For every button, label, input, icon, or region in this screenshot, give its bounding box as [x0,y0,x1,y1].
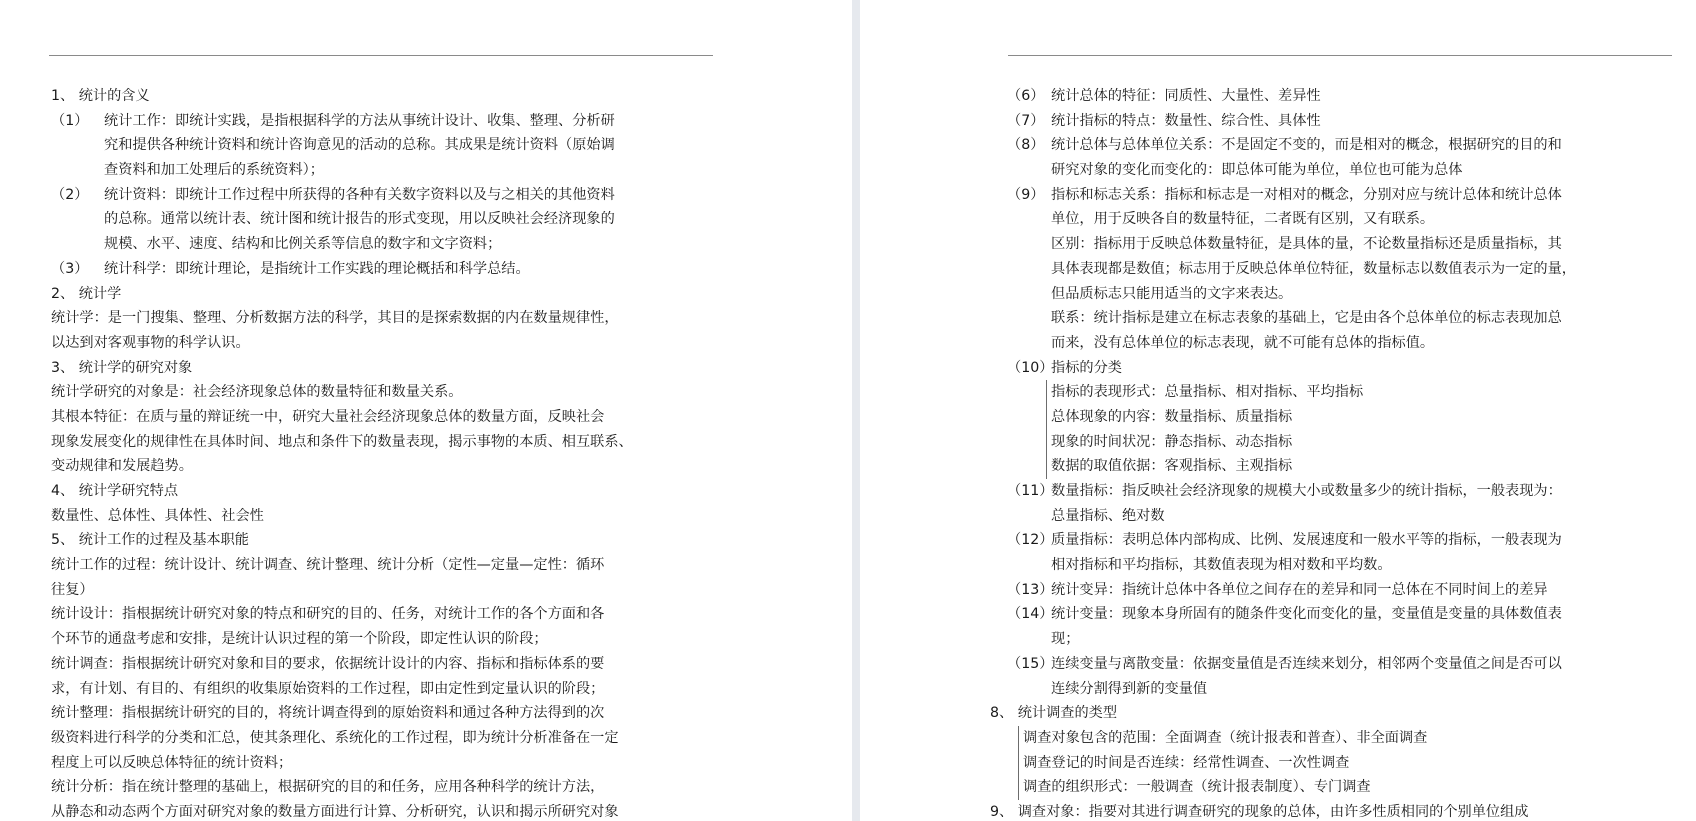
item-number: （1） [51,112,89,129]
item-number: （14） [1007,606,1054,623]
item-text [51,183,633,257]
text-line: 数量指标：指反映社会经济现象的规模大小或数量多少的统计指标，一般表现为： [1051,483,1562,499]
text-line: 而来，没有总体单位的标志表现，就不可能有总体的指标值。 [1051,334,1435,351]
item-text [1007,602,1576,651]
header-rule [49,55,713,56]
text-line: 统计变异：指统计总体中各单位之间存在的差异和同一总体在不同时间上的差异 [1051,581,1548,598]
text-line: 但品质标志只能用适当的文字来表达。 [1051,285,1293,302]
paragraph [51,553,633,821]
section-heading: 3、 统计学的研究对象 [51,359,193,376]
item-number: （6） [1007,88,1045,104]
numbered-item [1007,602,1576,651]
header-rule [1008,55,1672,56]
numbered-item [1007,133,1576,182]
item-text [51,109,633,183]
item-number: （13） [1007,581,1054,598]
text-line: 统计工作：即统计实践，是指根据科学的方法从事统计设计、收集、整理、分析研 [104,112,615,129]
text-line: 其根本特征：在质与量的辩证统一中，研究大量社会经济现象总体的数量方面，反映社会 [51,408,605,425]
section-heading: 2、 统计学 [51,285,122,302]
text-line: 统计总体与总体单位关系：不是固定不变的，而是相对的概念，根据研究的目的和 [1051,137,1562,154]
text-line: 规模、水平、速度、结构和比例关系等信息的数字和文字资料； [104,236,502,253]
text-line: 统计资料：即统计工作过程中所获得的各种有关数字资料以及与之相关的其他资料 [104,186,615,203]
item-text [1007,652,1576,701]
paragraph [51,306,633,355]
text-line: 数量性、总体性、具体性、社会性 [51,507,264,524]
text-line: 以达到对客观事物的科学认识。 [51,334,250,351]
item-number: （11） [1007,483,1054,499]
item-text [1007,183,1576,356]
text-line: 具体表现都是数值；标志用于反映总体单位特征，数量标志以数值表示为一定的量， [1051,260,1576,277]
text-line: 级资料进行科学的分类和汇总，使其条理化、系统化的工作过程，即为统计分析准备在一定 [51,729,619,746]
list-item: 调查的组织形式：一般调查（统计报表制度）、专门调查 [1023,779,1371,796]
item-number: （15） [1007,655,1054,672]
text-line: 统计学研究的对象是：社会经济现象总体的数量特征和数量关系。 [51,384,463,401]
item-text [1007,109,1576,134]
text-line: 求，有计划、有目的、有组织的收集原始资料的工作过程，即由定性到定量认识的阶段； [51,680,605,697]
item-text [1007,133,1576,182]
section-heading: 4、 统计学研究特点 [51,483,179,499]
section-heading: 1、 统计的含义 [51,88,150,104]
text-line: 统计工作的过程：统计设计、统计调查、统计整理、统计分析（定性—定量—定性：循环 [51,557,605,574]
text-line: 统计整理：指根据统计研究的目的，将统计调查得到的原始资料和通过各种方法得到的次 [51,705,605,722]
item-text [1007,528,1576,577]
numbered-item [1007,356,1576,381]
numbered-item [51,109,633,183]
numbered-item [51,257,633,282]
text-line: 查资料和加工处理后的系统资料）； [104,162,324,179]
section-heading: 5、 统计工作的过程及基本职能 [51,532,249,549]
text-line: 现； [1051,631,1080,648]
list-item: 指标的表现形式：总量指标、相对指标、平均指标 [1051,384,1364,401]
text-line: 变动规律和发展趋势。 [51,458,193,475]
list-item: 调查对象包含的范围：全面调查（统计报表和普查）、非全面调查 [1023,729,1428,746]
document-page-right [860,0,1696,821]
item-number: （12） [1007,532,1054,549]
text-line: 往复） [51,581,94,598]
text-line: 程度上可以反映总体特征的统计资料； [51,754,293,771]
text-line: 单位，用于反映各自的数量特征，二者既有区别，又有联系。 [1051,211,1435,228]
numbered-item [1007,84,1576,109]
classification-brace-list [1018,726,1576,800]
numbered-item [1007,578,1576,603]
numbered-item [1007,109,1576,134]
text-line: 统计科学：即统计理论，是指统计工作实践的理论概括和科学总结。 [104,260,530,277]
text-line: 总量指标、绝对数 [1051,507,1165,524]
text-line: 质量指标：表明总体内部构成、比例、发展速度和一般水平等的指标，一般表现为 [1051,532,1562,549]
text-line: 连续分割得到新的变量值 [1051,680,1208,697]
paragraph [51,380,633,479]
text-line: 相对指标和平均指标，其数值表现为相对数和平均数。 [1051,557,1392,574]
item-text [1007,578,1576,603]
text-line: 统计设计：指根据统计研究对象的特点和研究的目的、任务，对统计工作的各个方面和各 [51,606,605,623]
item-number: （3） [51,260,89,277]
section-heading: 8、 统计调查的类型 [990,705,1118,722]
text-line: 研究对象的变化而变化的：即总体可能为单位，单位也可能为总体 [1051,162,1463,179]
item-number: （7） [1007,112,1045,129]
text-line: 统计分析：指在统计整理的基础上，根据研究的目的和任务，应用各种科学的统计方法， [51,779,605,796]
text-line: 个环节的通盘考虑和安排，是统计认识过程的第一个阶段，即定性认识的阶段； [51,631,548,648]
text-line: 统计调查：指根据统计研究对象和目的要求，依据统计设计的内容、指标和指标体系的要 [51,655,605,672]
numbered-item [51,183,633,257]
text-line: 究和提供各种统计资料和统计咨询意见的活动的总称。其成果是统计资料（原始调 [104,137,615,154]
text-line: 从静态和动态两个方面对研究对象的数量方面进行计算、分析研究，认识和揭示所研究对象 [51,803,619,820]
text-line: 连续变量与离散变量：依据变量值是否连续来划分，相邻两个变量值之间是否可以 [1051,655,1562,672]
item-text [51,257,633,282]
item-number: （2） [51,186,89,203]
numbered-item [1007,652,1576,701]
paragraph [51,504,633,529]
page-content [51,84,633,821]
text-line: 区别：指标用于反映总体数量特征，是具体的量，不论数量指标还是质量指标，其 [1051,236,1562,253]
list-item: 调查登记的时间是否连续：经常性调查、一次性调查 [1023,754,1350,771]
text-line: 统计总体的特征：同质性、大量性、差异性 [1051,88,1321,104]
classification-brace-list [1046,380,1576,479]
list-item: 现象的时间状况：静态指标、动态指标 [1051,433,1293,450]
numbered-item [1007,528,1576,577]
item-text [1007,84,1576,109]
item-text [1007,356,1576,381]
text-line: 的总称。通常以统计表、统计图和统计报告的形式变现，用以反映社会经济现象的 [104,211,615,228]
numbered-item [1007,183,1576,356]
page-content [990,84,1576,821]
text-line: 现象发展变化的规律性在具体时间、地点和条件下的数量表现，揭示事物的本质、相互联系、 [51,433,633,450]
text-line: 指标和标志关系：指标和标志是一对相对的概念，分别对应与统计总体和统计总体 [1051,186,1562,203]
item-number: （10） [1007,359,1054,376]
text-line: 统计指标的特点：数量性、综合性、具体性 [1051,112,1321,129]
text-line: 联系：统计指标是建立在标志表象的基础上，它是由各个总体单位的标志表现加总 [1051,310,1562,327]
item-number: （9） [1007,186,1045,203]
text-line: 指标的分类 [1051,359,1122,376]
numbered-item [1007,479,1576,528]
item-text [1007,479,1576,528]
section-heading: 9、 调查对象：指要对其进行调查研究的现象的总体，由许多性质相同的个别单位组成 [990,803,1529,820]
item-number: （8） [1007,137,1045,154]
list-item: 数据的取值依据：客观指标、主观指标 [1051,458,1293,475]
text-line: 统计变量：现象本身所固有的随条件变化而变化的量，变量值是变量的具体数值表 [1051,606,1562,623]
list-item: 总体现象的内容：数量指标、质量指标 [1051,408,1293,425]
text-line: 统计学：是一门搜集、整理、分析数据方法的科学，其目的是探索数据的内在数量规律性， [51,310,619,327]
